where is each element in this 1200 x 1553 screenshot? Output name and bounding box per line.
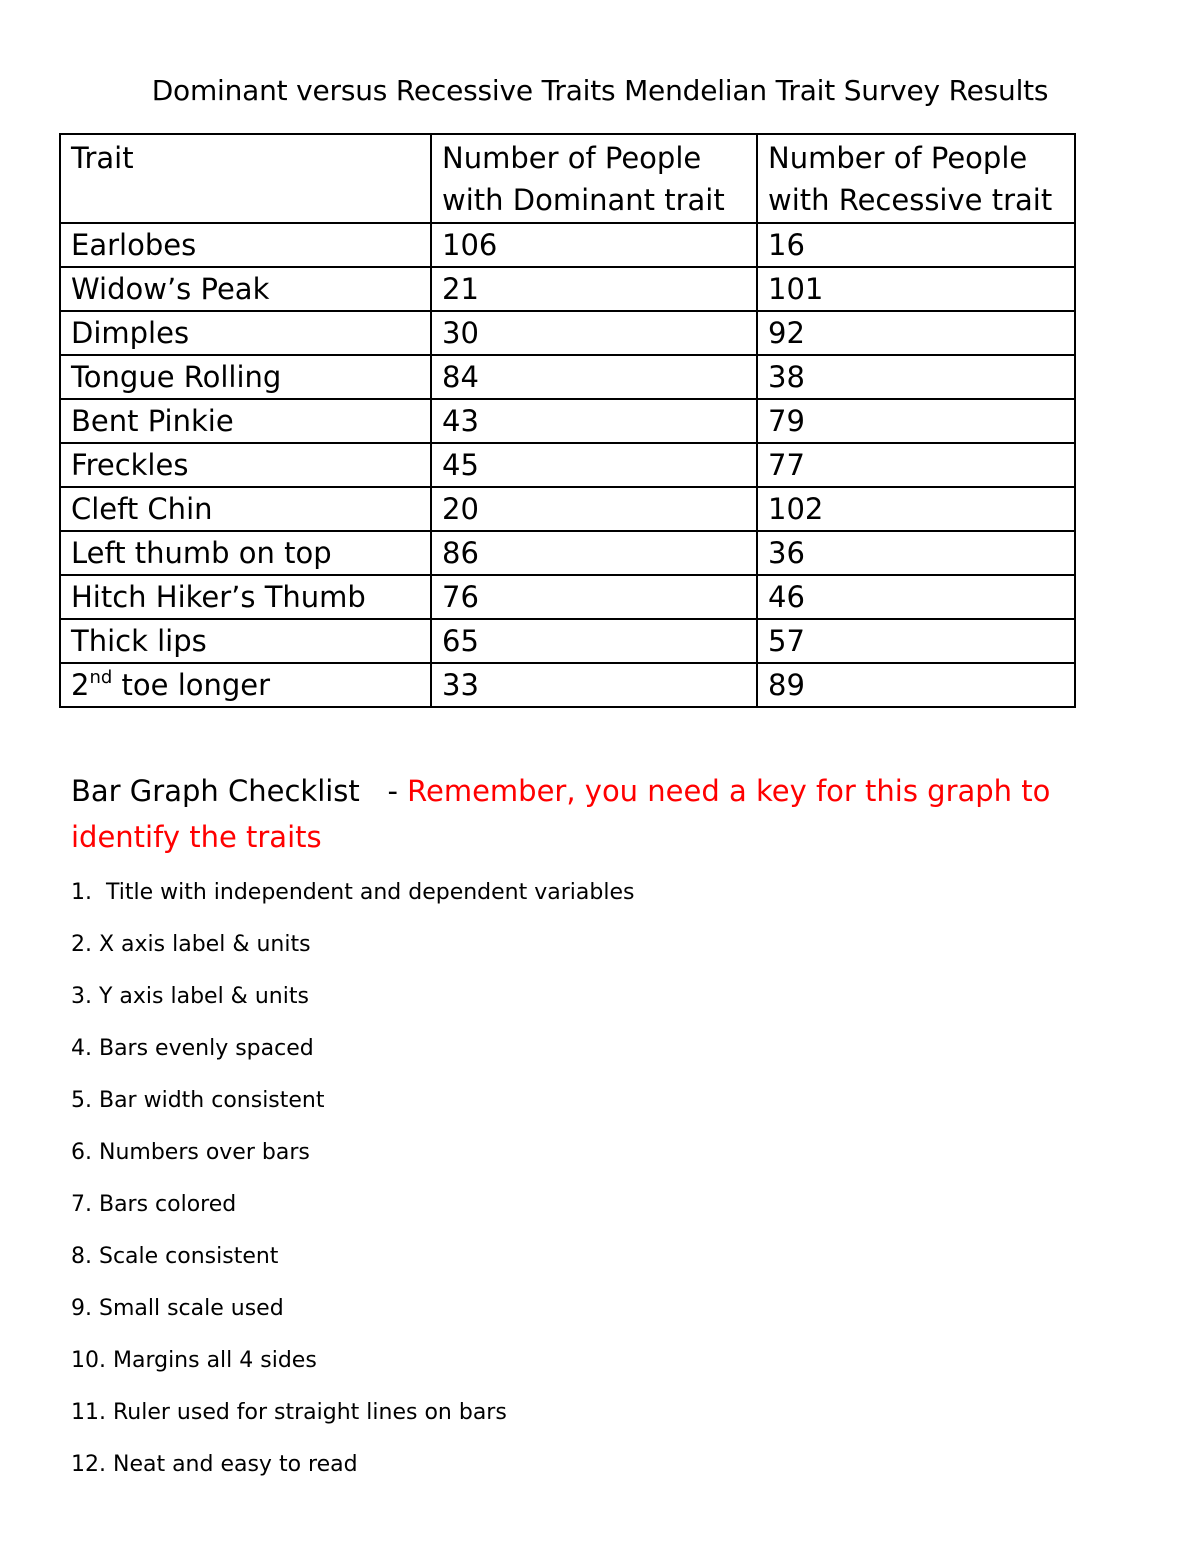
trait-survey-table xyxy=(59,133,1076,708)
table-row xyxy=(60,267,1075,311)
recessive-count: 89 xyxy=(757,663,1075,707)
table-row xyxy=(60,223,1075,267)
trait-name: Hitch Hiker’s Thumb xyxy=(60,575,431,619)
table-row xyxy=(60,355,1075,399)
recessive-count: 101 xyxy=(757,267,1075,311)
list-item: 6. Numbers over bars xyxy=(71,1140,310,1165)
dominant-count: 43 xyxy=(431,399,757,443)
graph-key-reminder: Remember, you need a key for this graph to identify the traits xyxy=(71,774,1051,854)
trait-name: Thick lips xyxy=(60,619,431,663)
header-recessive: Number of People with Recessive trait xyxy=(757,134,1075,223)
recessive-count: 16 xyxy=(757,223,1075,267)
bar-graph-checklist xyxy=(71,876,634,1500)
dominant-count: 33 xyxy=(431,663,757,707)
list-item: 12. Neat and easy to read xyxy=(71,1452,358,1477)
list-item: 5. Bar width consistent xyxy=(71,1088,325,1113)
table-row xyxy=(60,619,1075,663)
list-item: 7. Bars colored xyxy=(71,1192,237,1217)
trait-name: Dimples xyxy=(60,311,431,355)
list-item: 3. Y axis label & units xyxy=(71,984,309,1009)
heading-separator: - xyxy=(359,774,408,808)
recessive-count: 77 xyxy=(757,443,1075,487)
table-row xyxy=(60,487,1075,531)
checklist-heading xyxy=(71,768,1111,860)
table-row xyxy=(60,399,1075,443)
table-row xyxy=(60,531,1075,575)
page-title: Dominant versus Recessive Traits Mendelian Trait Survey Results xyxy=(151,74,1049,107)
dominant-count: 45 xyxy=(431,443,757,487)
dominant-count: 30 xyxy=(431,311,757,355)
table-row xyxy=(60,443,1075,487)
trait-name: Bent Pinkie xyxy=(60,399,431,443)
trait-ordinal-number: 2 xyxy=(71,668,90,702)
trait-ordinal-suffix: nd xyxy=(89,667,113,688)
list-item: 2. X axis label & units xyxy=(71,932,311,957)
checklist-title: Bar Graph Checklist xyxy=(71,774,360,808)
trait-name: Freckles xyxy=(60,443,431,487)
dominant-count: 106 xyxy=(431,223,757,267)
dominant-count: 86 xyxy=(431,531,757,575)
trait-name: Cleft Chin xyxy=(60,487,431,531)
list-item: 8. Scale consistent xyxy=(71,1244,279,1269)
dominant-count: 20 xyxy=(431,487,757,531)
table-row xyxy=(60,311,1075,355)
table-row xyxy=(60,575,1075,619)
trait-name: Tongue Rolling xyxy=(60,355,431,399)
recessive-count: 92 xyxy=(757,311,1075,355)
trait-name: Widow’s Peak xyxy=(60,267,431,311)
recessive-count: 36 xyxy=(757,531,1075,575)
dominant-count: 84 xyxy=(431,355,757,399)
recessive-count: 46 xyxy=(757,575,1075,619)
trait-name xyxy=(60,663,431,707)
table-row xyxy=(60,663,1075,707)
recessive-count: 57 xyxy=(757,619,1075,663)
list-item: 9. Small scale used xyxy=(71,1296,284,1321)
dominant-count: 21 xyxy=(431,267,757,311)
list-item: 4. Bars evenly spaced xyxy=(71,1036,314,1061)
table-header-row xyxy=(60,134,1075,223)
trait-name-rest: toe longer xyxy=(112,668,271,702)
recessive-count: 38 xyxy=(757,355,1075,399)
list-item: 11. Ruler used for straight lines on bars xyxy=(71,1400,507,1425)
recessive-count: 102 xyxy=(757,487,1075,531)
header-dominant: Number of People with Dominant trait xyxy=(431,134,757,223)
dominant-count: 76 xyxy=(431,575,757,619)
trait-name: Left thumb on top xyxy=(60,531,431,575)
trait-name: Earlobes xyxy=(60,223,431,267)
dominant-count: 65 xyxy=(431,619,757,663)
list-item: 10. Margins all 4 sides xyxy=(71,1348,317,1373)
recessive-count: 79 xyxy=(757,399,1075,443)
header-trait: Trait xyxy=(60,134,431,223)
list-item: 1. Title with independent and dependent variables xyxy=(71,880,635,905)
